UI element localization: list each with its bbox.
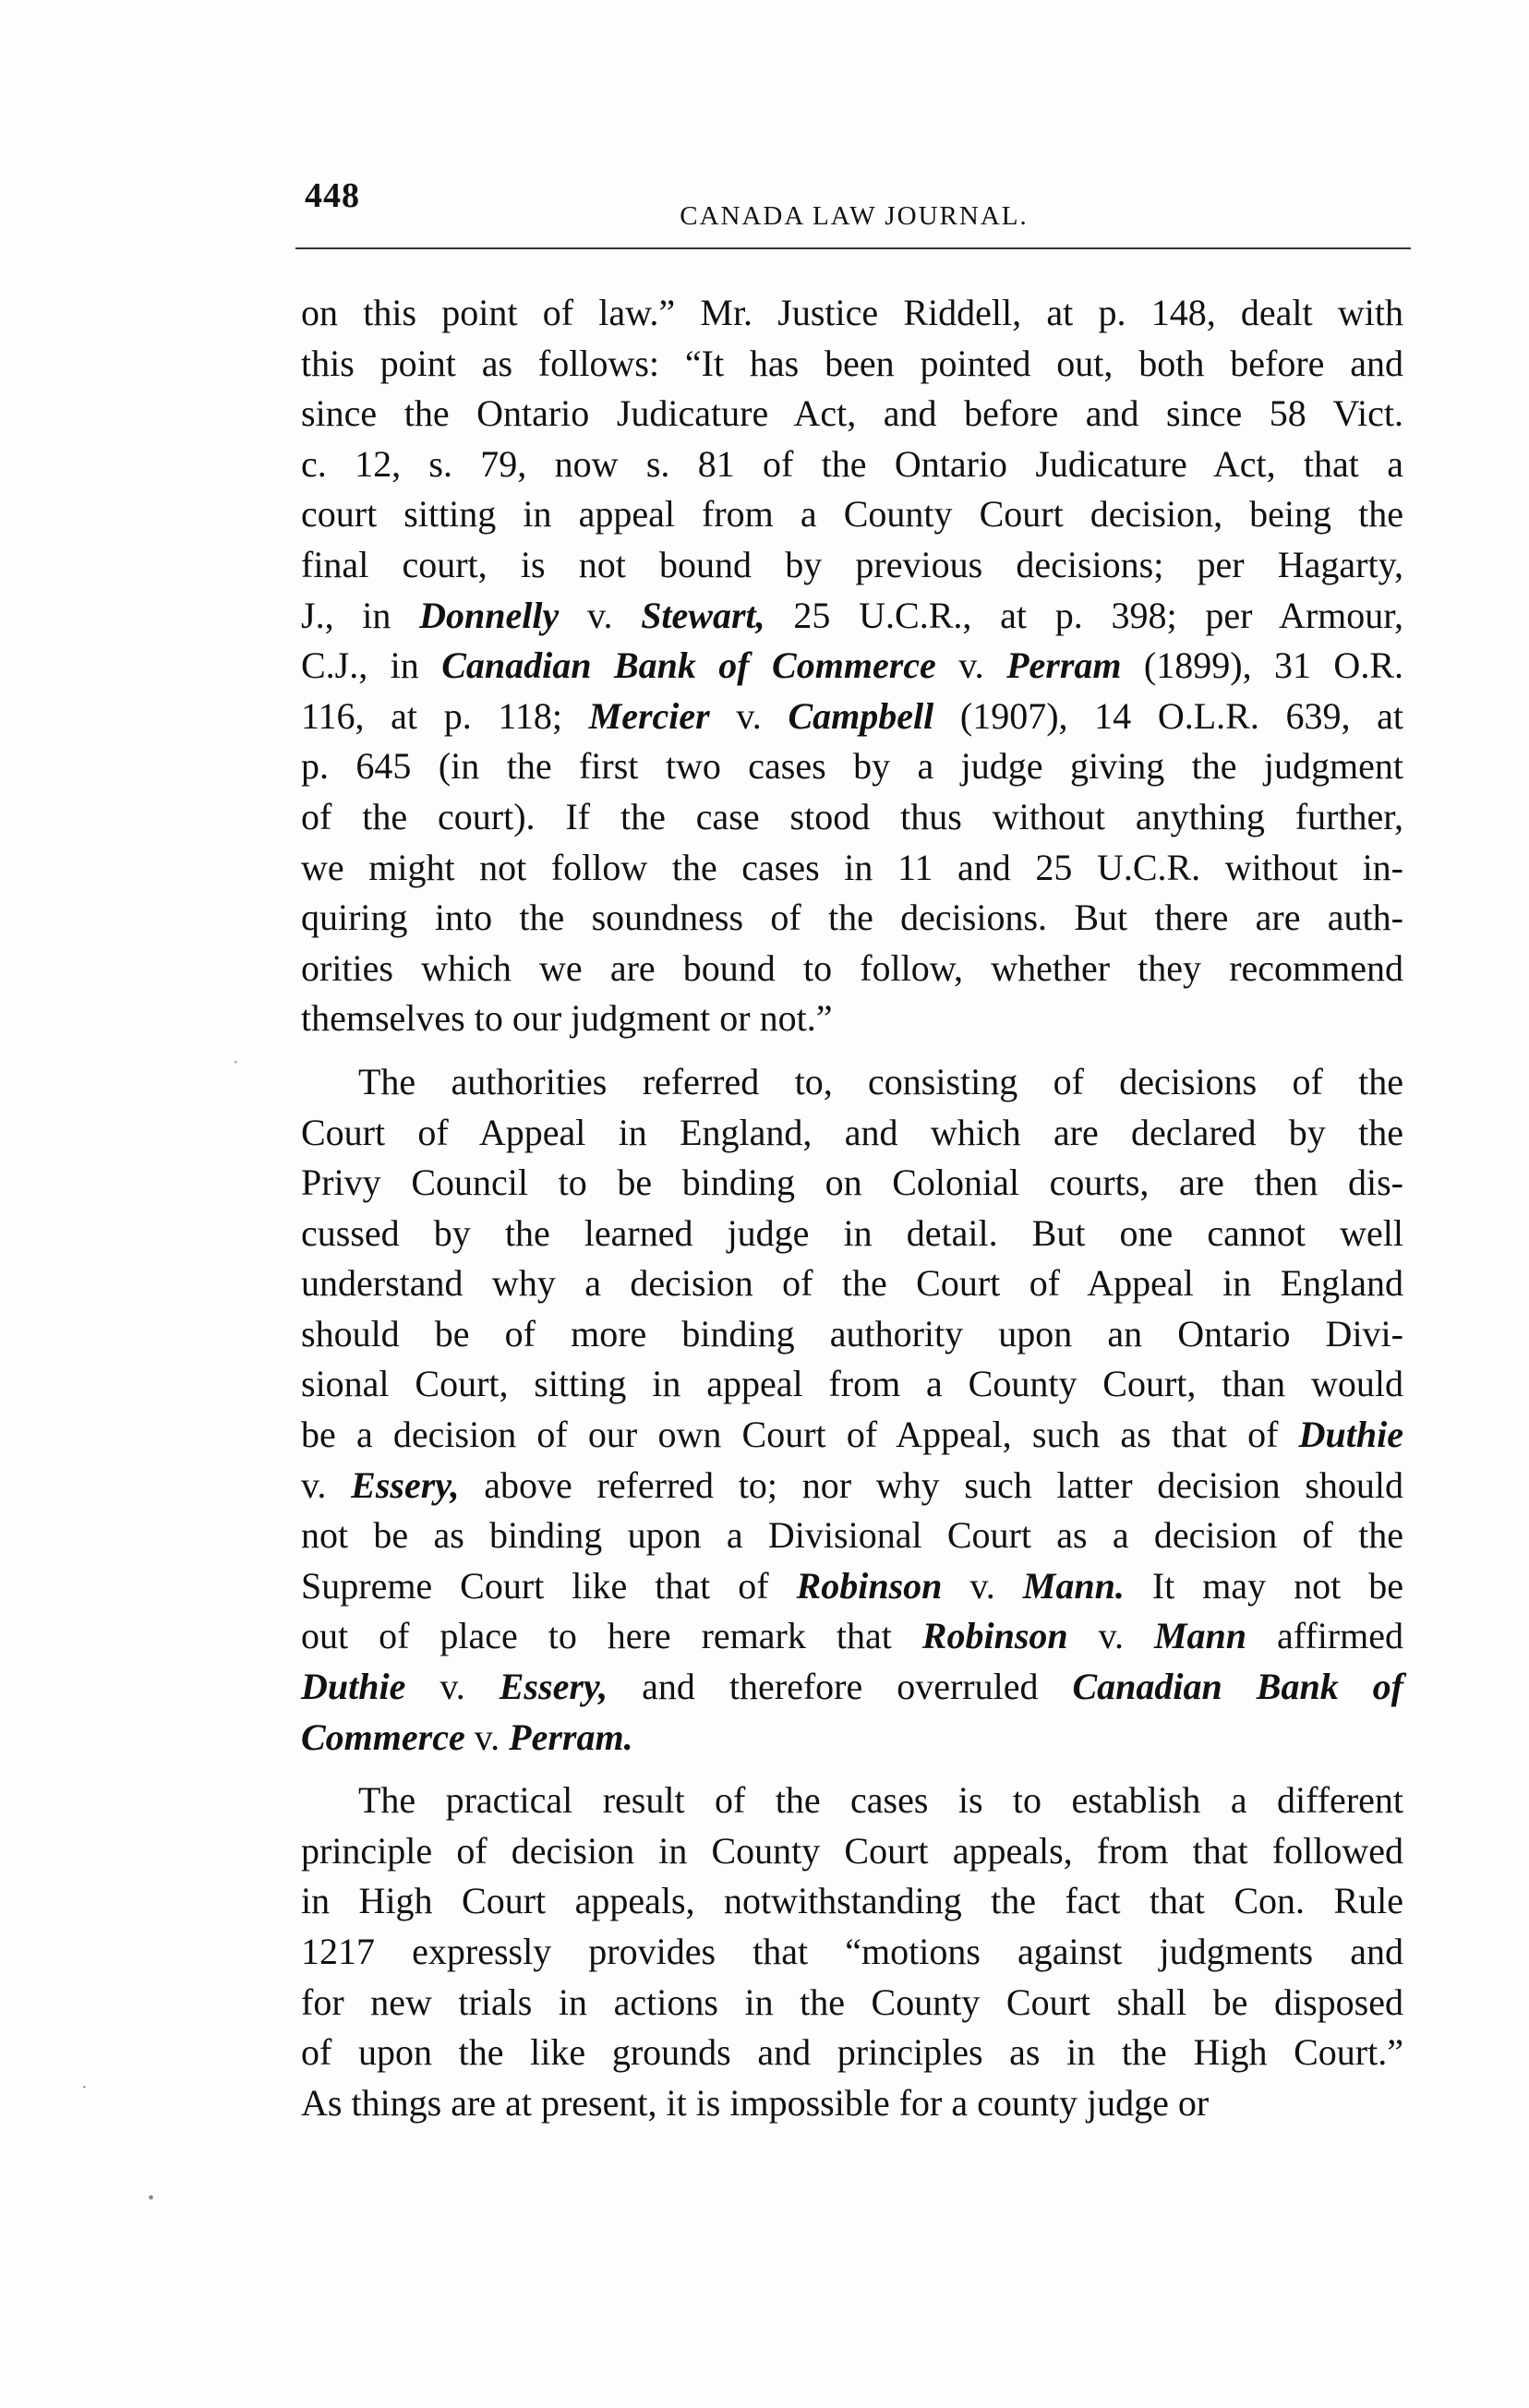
text-segment: cussed by the learned judge in detail. But one cannot well — [301, 1211, 1403, 1254]
text-segment: Court of Appeal in England, and which are declared by the — [301, 1111, 1403, 1153]
text-line — [301, 993, 1403, 1044]
text-line — [301, 1876, 1403, 1927]
text-segment: It may not be — [1124, 1564, 1403, 1607]
text-segment: should be of more binding authority upon an Ontario Divi- — [301, 1312, 1403, 1354]
text-segment: 25 U.C.R., at p. 398; per Armour, — [764, 594, 1403, 636]
margin-speck: · — [81, 2077, 88, 2098]
text-line — [301, 1359, 1403, 1410]
text-segment: on this point of law.” Mr. Justice Riddell, at p. 148, dealt with — [301, 292, 1403, 333]
text-line — [301, 2028, 1403, 2078]
italic-case-name: Canadian Bank of — [1072, 1666, 1403, 1708]
italic-case-name: Mann — [1153, 1615, 1247, 1657]
text-segment: v. — [935, 644, 1007, 687]
text-line — [301, 439, 1403, 490]
text-segment: out of place to here remark that — [301, 1615, 922, 1657]
italic-case-name: Essery, — [499, 1666, 608, 1708]
text-segment: for new trials in actions in the County Court shall be disposed — [301, 1981, 1403, 2023]
text-segment: since the Ontario Judicature Act, and before and since 58 Vict. — [301, 392, 1403, 435]
text-segment: in High Court appeals, notwithstanding the fact that Con. Rule — [301, 1880, 1403, 1922]
italic-case-name: Perram. — [509, 1716, 633, 1758]
text-line — [301, 1209, 1403, 1259]
text-segment: this point as follows: “It has been pointed out, both before and — [301, 342, 1403, 384]
text-line — [301, 1158, 1403, 1209]
text-line — [301, 944, 1403, 994]
text-segment: affirmed — [1246, 1615, 1403, 1657]
italic-case-name: Essery, — [351, 1463, 460, 1506]
italic-case-name: Canadian Bank of Commerce — [441, 644, 936, 687]
text-segment: Privy Council to be binding on Colonial courts, are then dis- — [301, 1162, 1403, 1204]
text-segment: quiring into the soundness of the decisions. But there are auth- — [301, 897, 1403, 939]
text-segment: v. — [709, 694, 789, 737]
text-segment: v. — [1067, 1615, 1154, 1657]
text-line — [301, 1927, 1403, 1978]
paragraph — [301, 1776, 1403, 2128]
text-line — [301, 741, 1403, 792]
page-number: 448 — [305, 176, 360, 215]
text-line — [301, 1776, 1403, 1826]
text-line — [301, 2078, 1403, 2129]
paragraph-gap — [301, 1763, 1403, 1776]
running-title: CANADA LAW JOURNAL. — [680, 201, 1029, 231]
italic-case-name: Mercier — [588, 694, 710, 737]
text-segment: Supreme Court like that of — [301, 1564, 797, 1607]
text-line — [301, 1978, 1403, 2029]
text-segment: p. 645 (in the first two cases by a judge giving the judgment — [301, 745, 1403, 788]
text-line — [301, 339, 1403, 390]
text-segment: As things are at present, it is impossible for a county judge or — [301, 2081, 1210, 2124]
italic-case-name: Stewart, — [641, 594, 765, 636]
page-header — [305, 175, 1403, 231]
text-segment: final court, is not bound by previous decisions; per Hagarty, — [301, 543, 1403, 585]
text-line — [301, 1611, 1403, 1662]
text-line — [301, 1713, 1403, 1764]
text-line — [301, 1461, 1403, 1511]
text-segment: v. — [405, 1666, 500, 1708]
text-segment: be a decision of our own Court of Appeal, such as that of — [301, 1414, 1299, 1456]
text-segment: (1907), 14 O.L.R. 639, at — [933, 694, 1404, 737]
text-segment: principle of decision in County Court appeals, from that followed — [301, 1829, 1403, 1872]
text-segment: of the court). If the case stood thus without anything further, — [301, 795, 1403, 837]
text-segment: v. — [464, 1716, 510, 1758]
text-segment: v. — [942, 1564, 1023, 1607]
text-line — [301, 288, 1403, 339]
text-segment: of upon the like grounds and principles as in the High Court.” — [301, 2031, 1403, 2074]
text-segment: themselves to our judgment or not.” — [301, 997, 833, 1040]
text-segment: orities which we are bound to follow, whether they recommend — [301, 946, 1403, 989]
text-line — [301, 591, 1403, 642]
text-segment: (1899), 31 O.R. — [1121, 644, 1404, 687]
text-line — [301, 1662, 1403, 1713]
text-line — [301, 1108, 1403, 1159]
margin-speck: · — [233, 1053, 239, 1073]
text-line — [301, 1309, 1403, 1360]
text-segment: sional Court, sitting in appeal from a County Court, than would — [301, 1363, 1403, 1405]
text-line — [301, 893, 1403, 944]
text-segment: c. 12, s. 79, now s. 81 of the Ontario Judicature Act, that a — [301, 442, 1403, 485]
text-segment: The practical result of the cases is to establish a different — [358, 1779, 1403, 1822]
text-line — [301, 489, 1403, 540]
italic-case-name: Duthie — [1298, 1414, 1403, 1456]
text-line — [301, 641, 1403, 692]
italic-case-name: Robinson — [796, 1564, 943, 1607]
header-rule — [295, 247, 1411, 249]
text-line — [301, 389, 1403, 439]
text-line — [301, 843, 1403, 894]
italic-case-name: Robinson — [921, 1615, 1068, 1657]
text-segment: The authorities referred to, consisting of decisions of the — [358, 1060, 1403, 1102]
text-segment: C.J., in — [301, 644, 442, 687]
text-line — [301, 1561, 1403, 1612]
paragraph — [301, 288, 1403, 1044]
text-line — [301, 1057, 1403, 1108]
body-text — [301, 288, 1403, 2128]
text-segment: v. — [301, 1463, 352, 1506]
margin-speck: • — [148, 2188, 155, 2209]
text-segment: 1217 expressly provides that “motions against judgments and — [301, 1931, 1403, 1972]
text-segment: v. — [559, 594, 642, 636]
italic-case-name: Commerce — [301, 1716, 465, 1758]
text-segment: above referred to; nor why such latter decision should — [459, 1463, 1404, 1506]
text-line — [301, 692, 1403, 742]
paragraph-gap — [301, 1044, 1403, 1057]
text-segment: we might not follow the cases in 11 and 25 U.C.R. without in- — [301, 846, 1403, 888]
text-segment: J., in — [301, 594, 420, 636]
text-line — [301, 1826, 1403, 1877]
text-segment: court sitting in appeal from a County Court decision, being the — [301, 493, 1403, 536]
text-line — [301, 792, 1403, 843]
text-line — [301, 1258, 1403, 1309]
text-segment: 116, at p. 118; — [301, 694, 589, 737]
text-line — [301, 540, 1403, 591]
text-segment: understand why a decision of the Court of Appeal in England — [301, 1262, 1403, 1305]
italic-case-name: Mann. — [1022, 1564, 1125, 1607]
italic-case-name: Duthie — [301, 1666, 406, 1708]
italic-case-name: Perram — [1006, 644, 1122, 687]
italic-case-name: Campbell — [788, 694, 934, 737]
italic-case-name: Donnelly — [419, 594, 560, 636]
text-line — [301, 1410, 1403, 1461]
paragraph — [301, 1057, 1403, 1763]
text-line — [301, 1511, 1403, 1561]
text-segment: and therefore overruled — [608, 1666, 1073, 1708]
text-segment: not be as binding upon a Divisional Court as a decision of the — [301, 1514, 1403, 1557]
